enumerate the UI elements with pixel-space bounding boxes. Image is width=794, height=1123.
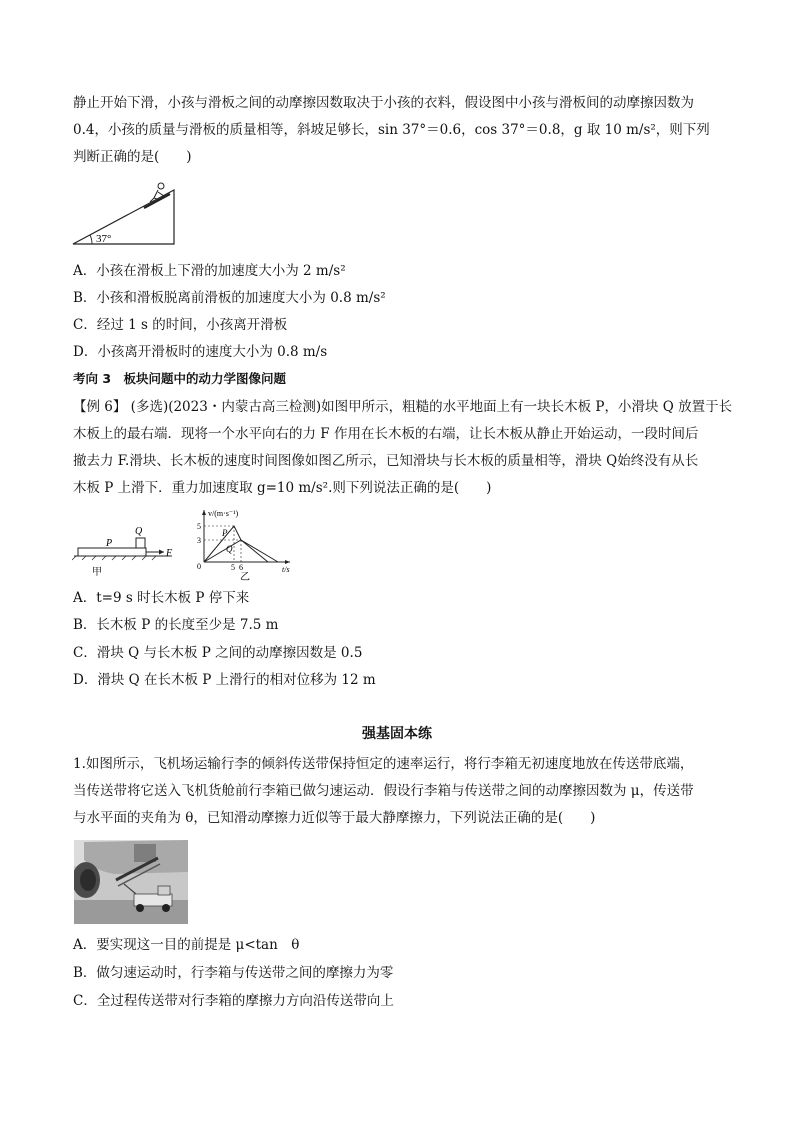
stem-line: 【例 6】 (多选)(2023・内蒙古高三检测)如图甲所示，粗糙的水平地面上有一块长木板 P，小滑块 Q 放置于长 [73, 399, 733, 415]
stem-line: 判断正确的是( ) [73, 149, 192, 165]
x-tick-6: 6 [239, 563, 243, 572]
label-f: F [166, 548, 173, 559]
y-axis-label: v/(m·s⁻¹) [208, 509, 239, 518]
curve-label-q: Q [226, 544, 233, 554]
option-a: A．t=9 s 时长木板 P 停下来 [73, 590, 250, 606]
option-b: B．做匀速运动时，行李箱与传送带之间的摩擦力为零 [73, 965, 394, 981]
stem-line: 木板 P 上滑下．重力加速度取 g=10 m/s².则下列说法正确的是( ) [73, 480, 492, 496]
x-axis-label: t/s [282, 565, 290, 574]
conveyor-photo [74, 840, 188, 924]
option-a: A．小孩在滑板上下滑的加速度大小为 2 m/s² [73, 263, 346, 279]
y-tick-3: 3 [197, 536, 201, 545]
section-title: 强基固本练 [362, 726, 432, 742]
option-d: D．小孩离开滑板时的速度大小为 0.8 m/s [73, 344, 328, 360]
kaoxiang-heading: 考向 3 板块问题中的动力学图像问题 [73, 371, 287, 386]
stem-line: 木板上的最右端．现将一个水平向右的力 F 作用在长木板的右端，让长木板从静止开始运动，一段时间后 [73, 426, 699, 442]
option-c: C．经过 1 s 的时间，小孩离开滑板 [73, 317, 288, 333]
stem-line: 当传送带将它送入飞机货舱前行李箱已做匀速运动．假设行李箱与传送带之间的动摩擦因数为 μ，传送带 [73, 783, 694, 799]
y-tick-5: 5 [197, 522, 201, 531]
figure-yi-vt-graph [190, 506, 300, 582]
angle-label: 37° [96, 233, 112, 245]
caption-jia: 甲 [92, 567, 102, 578]
problem-top-stem [73, 90, 733, 171]
option-a: A．要实现这一目的前提是 μ<tan θ [73, 937, 300, 953]
option-b: B．长木板 P 的长度至少是 7.5 m [73, 617, 279, 633]
stem-line: 1.如图所示，飞机场运输行李的倾斜传送带保持恒定的速率运行，将行李箱无初速度地放在传送带底端， [73, 756, 694, 772]
origin-label: 0 [197, 562, 201, 571]
label-q: Q [135, 526, 143, 537]
option-b: B．小孩和滑板脱离前滑板的加速度大小为 0.8 m/s² [73, 290, 386, 306]
stem-line: 与水平面的夹角为 θ，已知滑动摩擦力近似等于最大静摩擦力，下列说法正确的是( ) [73, 810, 596, 826]
x-tick-5: 5 [231, 563, 235, 572]
example6-stem [73, 394, 733, 502]
problem1-stem [73, 751, 733, 832]
stem-line: 静止开始下滑，小孩与滑板之间的动摩擦因数取决于小孩的衣料，假设图中小孩与滑板间的动摩擦因数为 [73, 95, 694, 111]
option-c: C．滑块 Q 与长木板 P 之间的动摩擦因数是 0.5 [73, 645, 363, 661]
option-c: C．全过程传送带对行李箱的摩擦力方向沿传送带向上 [73, 993, 394, 1009]
figure-jia [72, 518, 182, 580]
stem-line: 0.4，小孩的质量与滑板的质量相等，斜坡足够长，sin 37°＝0.6，cos 37°＝0.8，g 取 10 m/s²，则下列 [73, 122, 710, 138]
stem-line: 撤去力 F.滑块、长木板的速度时间图像如图乙所示，已知滑块与长木板的质量相等，滑块 Q始终没有从长 [73, 453, 699, 469]
option-d: D．滑块 Q 在长木板 P 上滑行的相对位移为 12 m [73, 672, 376, 688]
caption-yi: 乙 [240, 572, 250, 582]
incline-figure [70, 176, 180, 248]
label-p: P [106, 538, 113, 549]
curve-label-p: P [222, 528, 228, 538]
